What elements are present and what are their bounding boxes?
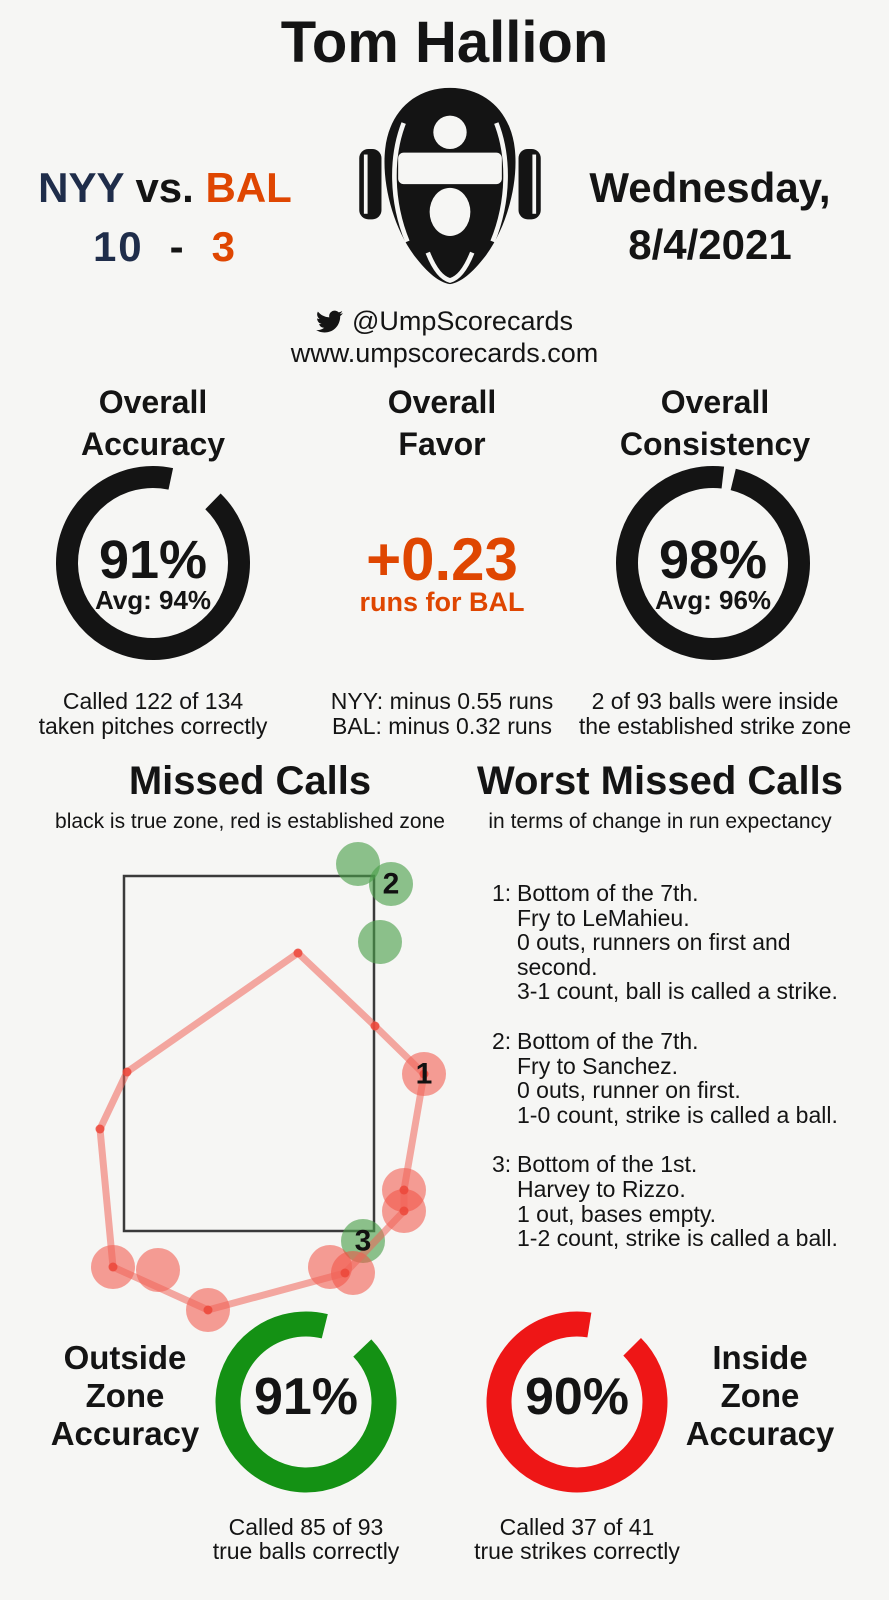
outside-zone-value: 91% [253,1368,359,1426]
social-row [0,306,889,337]
overall-favor-caption: NYY: minus 0.55 runs BAL: minus 0.32 runs [330,688,554,739]
overall-consistency-average: Avg: 96% [654,585,772,615]
home-score: 3 [211,223,238,270]
overall-consistency-caption: 2 of 93 balls were inside the established strike zone [578,688,852,739]
worst-missed-calls-subtitle: in terms of change in run expectancy [488,810,832,833]
game-date-line1: Wednesday, [589,164,831,211]
overall-favor-value: +0.23 [366,526,518,593]
social-handle: @UmpScorecards [352,306,573,336]
away-team: NYY [38,164,124,211]
matchup-score [15,223,315,270]
inside-zone-caption: Called 37 of 41 true strikes correctly [474,1514,680,1564]
overall-accuracy-average: Avg: 94% [94,585,212,615]
overall-consistency-heading: Overall Consistency [619,384,811,462]
home-team: BAL [205,164,292,211]
missed-calls-title: Missed Calls [128,759,372,803]
worst-call-item-2: 2: Bottom of the 7th. Fry to Sanchez. 0 outs, runner on first. 1-0 count, strike is called a ball. [492,1027,838,1128]
worst-call-item-3: 3: Bottom of the 1st. Harvey to Rizzo. 1 out, bases empty. 1-2 count, strike is called a ball. [492,1151,838,1252]
missed-calls-zone-plot [60,820,470,1335]
missed-calls-subtitle: black is true zone, red is established zone [55,810,445,833]
vs-label: vs. [135,164,194,211]
overall-accuracy-heading: Overall Accuracy [80,384,226,462]
overall-favor-heading: Overall Favor [387,384,497,462]
outside-zone-label: Outside Zone Accuracy [50,1339,200,1452]
game-date-line2: 8/4/2021 [628,221,792,268]
inside-zone-value: 90% [524,1368,630,1426]
away-score: 10 [92,223,144,270]
score-dash: - [169,223,186,270]
worst-call-item-1: 1: Bottom of the 7th. Fry to LeMahieu. 0 outs, runners on first and second. 3-1 count, ball is called a strike. [492,880,838,1005]
svg-text:3: 3 [354,1224,372,1258]
website-url: www.umpscorecards.com [290,338,599,368]
overall-accuracy-caption: Called 122 of 134 taken pitches correctly [38,688,268,739]
outside-zone-caption: Called 85 of 93 true balls correctly [212,1514,400,1564]
svg-text:1: 1 [415,1057,433,1091]
svg-text:2: 2 [382,867,400,901]
inside-zone-label: Inside Zone Accuracy [685,1339,835,1452]
game-date [560,164,860,268]
matchup-block [15,164,315,270]
worst-missed-calls-list [492,881,872,1276]
worst-missed-calls-title: Worst Missed Calls [476,759,844,803]
overall-consistency-value: 98% [658,530,768,590]
umpire-mask-icon [357,86,543,286]
overall-accuracy-value: 91% [98,530,208,590]
matchup-teams [15,164,315,211]
overall-favor-unit: runs for BAL [359,587,525,617]
twitter-icon [316,308,343,335]
page-title: Tom Hallion [280,10,609,75]
